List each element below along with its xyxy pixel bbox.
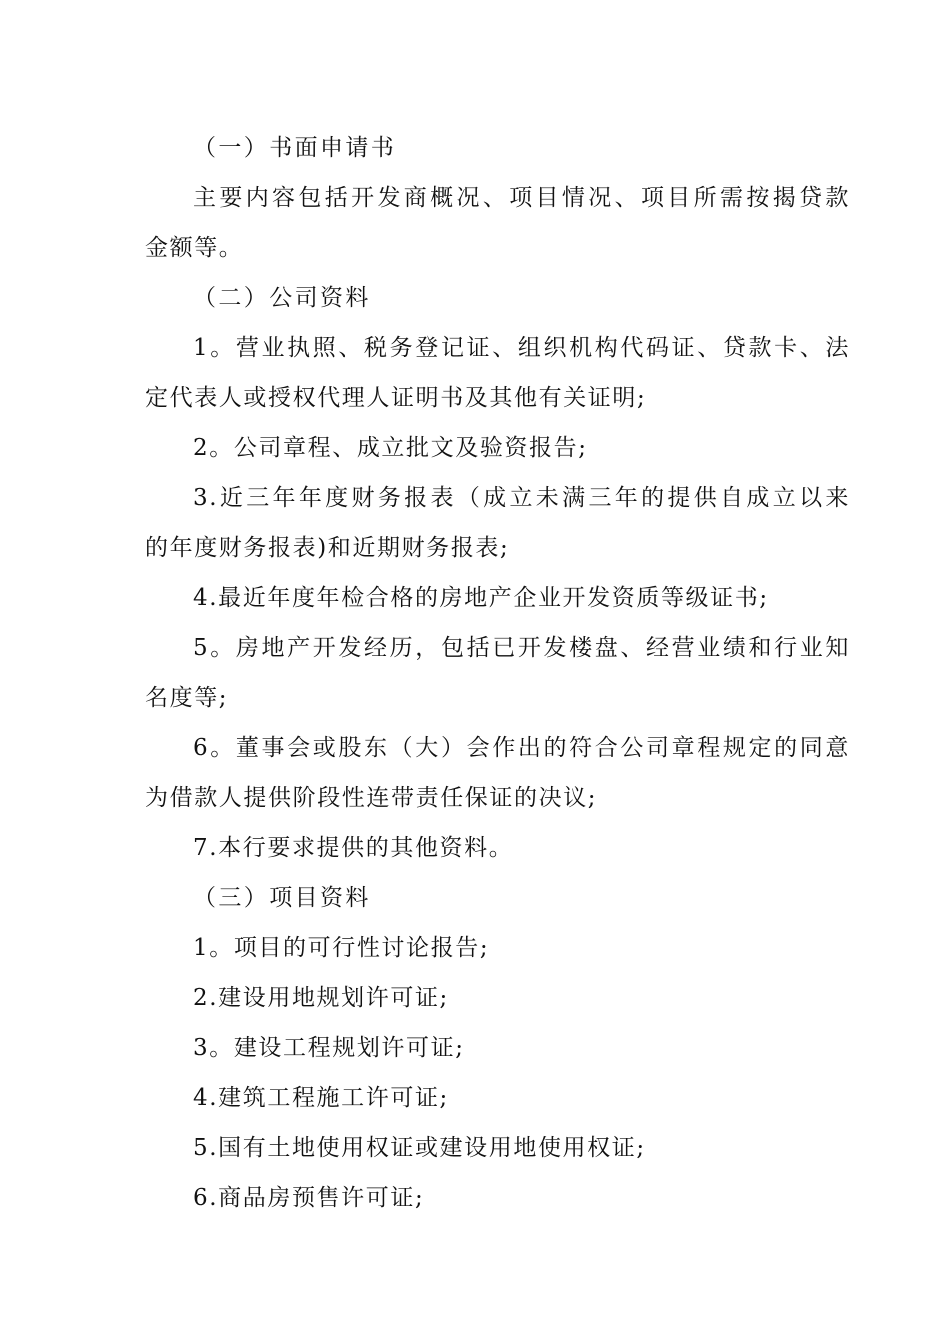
list-item-line: 名度等; bbox=[145, 685, 229, 711]
list-item-line: 6.商品房预售许可证; bbox=[193, 1185, 425, 1211]
paragraph-line: 主要内容包括开发商概况、项目情况、项目所需按揭贷款 bbox=[193, 185, 850, 211]
section-heading-company-materials: （二）公司资料 bbox=[193, 285, 371, 311]
list-item-line: 5。房地产开发经历，包括已开发楼盘、经营业绩和行业知 bbox=[193, 635, 850, 661]
section-heading-project-materials: （三）项目资料 bbox=[193, 885, 371, 911]
section-heading-written-application: （一）书面申请书 bbox=[193, 135, 397, 161]
list-item-line: 2。公司章程、成立批文及验资报告; bbox=[193, 435, 588, 461]
list-item-line: 6。董事会或股东（大）会作出的符合公司章程规定的同意 bbox=[193, 735, 850, 761]
list-item-line: 4.建筑工程施工许可证; bbox=[193, 1085, 449, 1111]
list-item-line: 3。建设工程规划许可证; bbox=[193, 1035, 465, 1061]
list-item-line: 为借款人提供阶段性连带责任保证的决议; bbox=[145, 785, 598, 811]
paragraph-line: 金额等。 bbox=[145, 235, 244, 261]
list-item-line: 3.近三年年度财务报表（成立未满三年的提供自成立以来 bbox=[193, 485, 850, 511]
list-item-line: 1。营业执照、税务登记证、组织机构代码证、贷款卡、法 bbox=[193, 335, 850, 361]
list-item-line: 的年度财务报表)和近期财务报表; bbox=[145, 535, 510, 561]
list-item-line: 定代表人或授权代理人证明书及其他有关证明; bbox=[145, 385, 647, 411]
list-item-line: 4.最近年度年检合格的房地产企业开发资质等级证书; bbox=[193, 585, 769, 611]
list-item-line: 1。项目的可行性讨论报告; bbox=[193, 935, 490, 961]
list-item-line: 5.国有土地使用权证或建设用地使用权证; bbox=[193, 1135, 646, 1161]
list-item-line: 2.建设用地规划许可证; bbox=[193, 985, 449, 1011]
list-item-line: 7.本行要求提供的其他资料。 bbox=[193, 835, 514, 861]
